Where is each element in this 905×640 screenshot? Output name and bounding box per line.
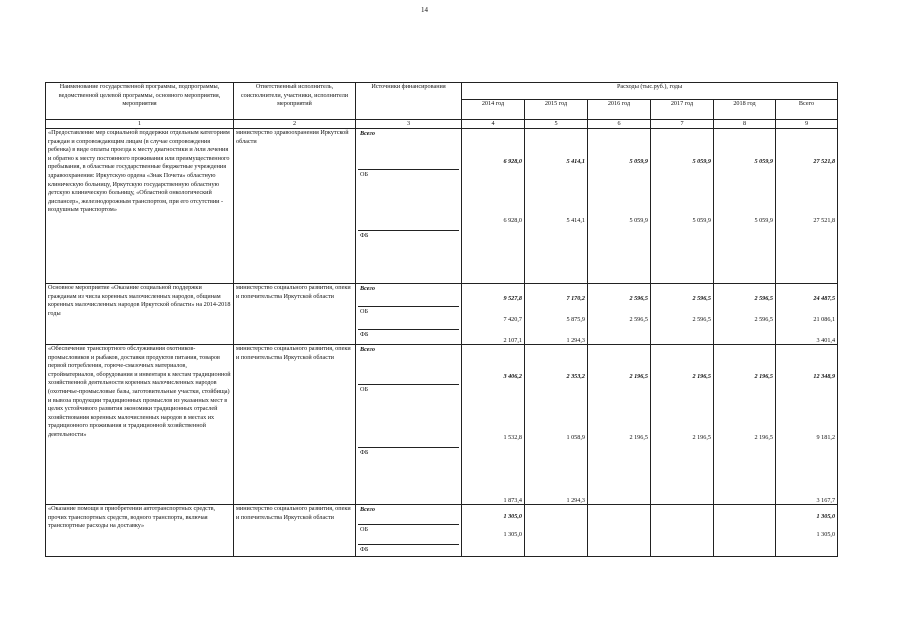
col-number: 7 (651, 120, 714, 129)
value (588, 541, 650, 557)
value-cell (714, 505, 776, 557)
col-number: 6 (588, 120, 651, 129)
value-cell (462, 129, 525, 284)
value-cell (462, 284, 525, 345)
value (776, 227, 837, 284)
header-name: Наименование государственной программы, подпрограммы, ведомственной целевой программы, основного мероприятия, мероприятия (46, 83, 234, 120)
value: 5 414,1 (566, 158, 585, 166)
header-year: 2018 год (714, 100, 776, 120)
funding-sources (356, 345, 462, 505)
funding-sources (356, 284, 462, 345)
value (462, 541, 524, 557)
value-cell (588, 345, 651, 505)
value-cell (776, 129, 838, 284)
value: 1 532,8 (503, 434, 522, 442)
value: 3 401,4 (816, 337, 836, 345)
value: 9 181,2 (816, 434, 836, 442)
value: 2 196,5 (754, 373, 773, 381)
funding-source: ОБ (358, 524, 459, 544)
value: 7 170,2 (566, 295, 585, 303)
header-year: 2015 год (525, 100, 588, 120)
value (651, 505, 713, 523)
value-cell (776, 284, 838, 345)
header-sources: Источники финансирования (356, 83, 462, 120)
funding-source: ФБ (358, 230, 459, 284)
program-name: «Предоставление мер социальной поддержки отдельным категориям граждан и сопровождающим лицам (в случае сопровождения ребенка) в виде оплаты проезда к месту диагностики и /или лечения и обратно к месту постоянного проживания или преимущественного пребывания, в областные государственные бюджетные учреждения здравоохранения: Иркутскую ордена «Знак Почета» областную клиническую больницу, Иркутскую государственную областную детскую клиническую больницу, «Областной онкологический диспансер», железнодорожным транспортом, при его отсутствии - воздушным транспортом» (46, 129, 234, 284)
value: 2 596,5 (629, 316, 648, 324)
value: 1 873,4 (503, 497, 522, 505)
value: 24 487,5 (813, 295, 836, 303)
value: 5 059,9 (754, 158, 773, 166)
value-cell (714, 284, 776, 345)
value: 5 059,9 (629, 158, 648, 166)
value-cell (525, 284, 588, 345)
col-number: 3 (356, 120, 462, 129)
value: 5 059,9 (754, 217, 773, 225)
funding-sources (356, 505, 462, 557)
funding-source: Всего (360, 285, 375, 292)
header-executor: Ответственный исполнитель, соисполнители, участники, исполнители мероприятий (234, 83, 356, 120)
value-cell (714, 129, 776, 284)
value: 3 406,2 (503, 373, 522, 381)
value: 6 928,0 (503, 217, 522, 225)
value (714, 227, 775, 284)
program-name: «Оказание помощи в приобретении автотранспортных средств, прочих транспортных средств, водного транспорта, включая транспортные расходы на доставку» (46, 505, 234, 557)
value: 2 196,5 (629, 373, 648, 381)
page-number: 14 (421, 6, 428, 14)
value-cell (651, 345, 714, 505)
value (651, 326, 713, 345)
value-cell (651, 129, 714, 284)
table-row (46, 505, 838, 557)
value: 1 305,0 (503, 531, 522, 539)
funding-source: Всего (360, 506, 375, 513)
value (651, 444, 713, 505)
value: 6 928,0 (503, 158, 522, 166)
value (651, 523, 713, 541)
table-row (46, 129, 838, 284)
value: 1 058,9 (566, 434, 585, 442)
value-cell (588, 284, 651, 345)
value: 2 107,1 (503, 337, 522, 345)
value (714, 505, 775, 523)
value: 27 521,8 (813, 217, 836, 225)
value (651, 227, 713, 284)
value (525, 227, 587, 284)
value-cell (588, 505, 651, 557)
value-cell (525, 505, 588, 557)
value: 2 596,5 (754, 316, 773, 324)
value: 5 059,9 (692, 217, 711, 225)
value-cell (462, 345, 525, 505)
funding-source: ФБ (358, 544, 459, 557)
col-number: 1 (46, 120, 234, 129)
funding-source: ОБ (358, 306, 459, 329)
value: 1 305,0 (816, 513, 836, 521)
col-number: 4 (462, 120, 525, 129)
value-cell (714, 345, 776, 505)
value: 3 167,7 (816, 497, 836, 505)
funding-sources (356, 129, 462, 284)
value: 2 196,5 (692, 373, 711, 381)
value (525, 541, 587, 557)
value-cell (651, 284, 714, 345)
col-number: 8 (714, 120, 776, 129)
executor: министерство социального развития, опеки и попечительства Иркутской области (234, 505, 356, 557)
header-total: Всего (776, 100, 838, 120)
value-cell (462, 505, 525, 557)
table-row (46, 284, 838, 345)
value: 5 059,9 (692, 158, 711, 166)
funding-source: ОБ (358, 169, 459, 230)
value (714, 541, 775, 557)
value-cell (651, 505, 714, 557)
value-cell (776, 505, 838, 557)
program-name: «Обеспечение транспортного обслуживания охотников-промысловиков и рыбаков, доставки продуктов питания, товаров первой потребления, горюче-смазочных материалов, стройматериалов, оборудования и инвентаря к местам традиционной хозяйственной деятельности коренных малочисленных народов (охотничье-промысловые базы, заготовительные участки, стойбища) и вывоза продукции традиционных промыслов из указанных мест в целях устойчивого развития экономики традиционных отраслей хозяйствования коренных малочисленных народов в местах их традиционного проживания и традиционной хозяйственной деятельности» (46, 345, 234, 505)
funding-source: ФБ (358, 329, 459, 345)
value (588, 523, 650, 541)
value-cell (588, 129, 651, 284)
value (651, 541, 713, 557)
value-cell (776, 345, 838, 505)
value (588, 505, 650, 523)
value: 2 353,2 (566, 373, 585, 381)
value: 2 596,5 (692, 316, 711, 324)
program-name: Основное мероприятие «Оказание социальной поддержки гражданам из числа коренных малочисленных народов, общинам коренных малочисленных народов Иркутской области» на 2014-2018 годы (46, 284, 234, 345)
funding-source: ФБ (358, 447, 459, 505)
col-number: 5 (525, 120, 588, 129)
funding-source: Всего (360, 346, 375, 353)
value (588, 227, 650, 284)
executor: министерство социального развития, опеки и попечительства Иркутской области (234, 284, 356, 345)
value (588, 444, 650, 505)
value: 5 875,9 (566, 316, 585, 324)
value (714, 523, 775, 541)
funding-source: Всего (360, 130, 375, 137)
header-year: 2016 год (588, 100, 651, 120)
value-cell (525, 129, 588, 284)
expenses-table (45, 82, 838, 557)
funding-source: ОБ (358, 384, 459, 447)
value: 1 294,3 (566, 337, 585, 345)
value: 2 596,5 (754, 295, 773, 303)
header-expenses: Расходы (тыс.руб.), годы (462, 83, 838, 100)
value (776, 541, 837, 557)
header-year: 2014 год (462, 100, 525, 120)
value: 1 294,3 (566, 497, 585, 505)
value: 27 521,8 (813, 158, 836, 166)
value (714, 444, 775, 505)
value: 2 196,5 (754, 434, 773, 442)
executor: министерство социального развития, опеки и попечительства Иркутской области (234, 345, 356, 505)
value: 9 527,8 (503, 295, 522, 303)
value (525, 523, 587, 541)
col-number: 9 (776, 120, 838, 129)
value: 1 305,0 (816, 531, 836, 539)
value: 2 596,5 (692, 295, 711, 303)
value: 1 305,0 (503, 513, 522, 521)
value-cell (525, 345, 588, 505)
value: 12 348,9 (813, 373, 836, 381)
value: 7 420,7 (503, 316, 522, 324)
value: 5 414,1 (566, 217, 585, 225)
value: 21 086,1 (813, 316, 836, 324)
executor: министерство здравоохранения Иркутской области (234, 129, 356, 284)
value: 2 596,5 (629, 295, 648, 303)
value (462, 227, 524, 284)
col-number: 2 (234, 120, 356, 129)
value: 2 196,5 (692, 434, 711, 442)
value: 2 196,5 (629, 434, 648, 442)
value: 5 059,9 (629, 217, 648, 225)
value (588, 326, 650, 345)
value (714, 326, 775, 345)
table-row (46, 345, 838, 505)
header-year: 2017 год (651, 100, 714, 120)
value (525, 505, 587, 523)
